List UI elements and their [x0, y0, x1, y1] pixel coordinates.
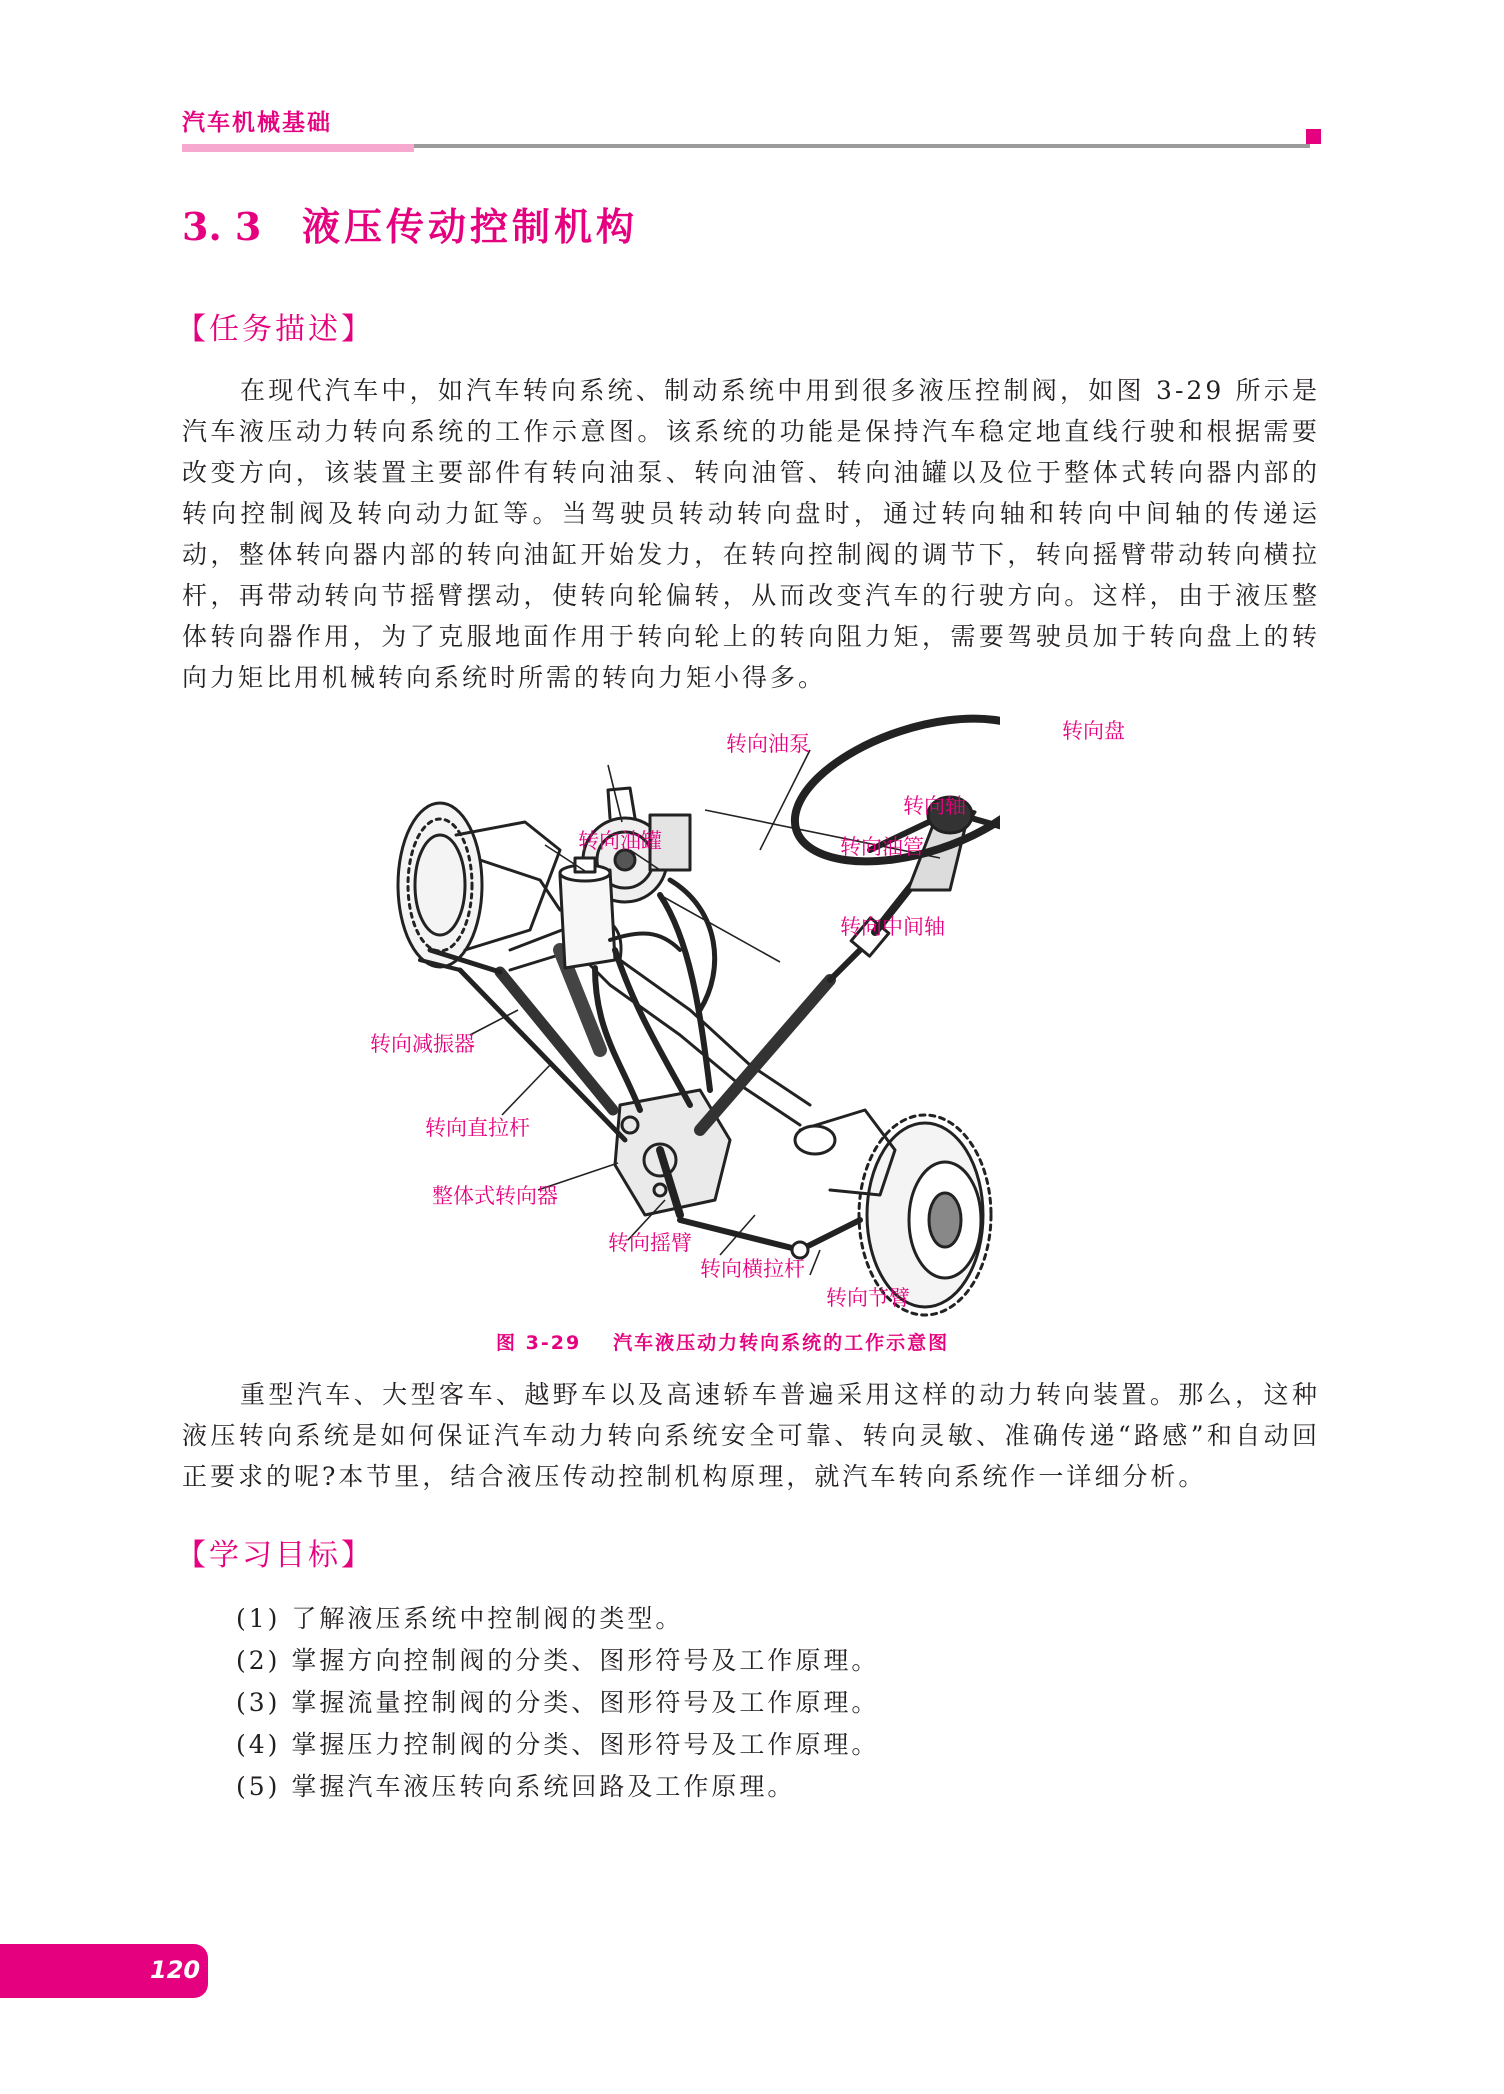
label-pitman-arm: 转向摇臂: [608, 1231, 692, 1255]
header-rule: [414, 144, 1310, 148]
body-paragraph-2: 重型汽车、大型客车、越野车以及高速轿车普遍采用这样的动力转向装置。那么，这种液压转向系统是如何保证汽车动力转向系统安全可靠、转向灵敏、准确传递“路感”和自动回正要求的呢?本节里，结合液压传动控制机构原理，就汽车转向系统作一详细分析。: [182, 1380, 1320, 1491]
page-number: 120: [150, 1956, 201, 1984]
running-header-title: 汽车机械基础: [182, 110, 332, 136]
label-steering-wheel: 转向盘: [1062, 719, 1125, 743]
body-paragraph-1: 在现代汽车中，如汽车转向系统、制动系统中用到很多液压控制阀，如图 3-29 所示是汽车液压动力转向系统的工作示意图。该系统的功能是保持汽车稳定地直线行驶和根据需要改变方向，该装置主要部件有转向油泵、转向油管、转向油罐以及位于整体式转向器内部的转向控制阀及转向动力缸等。当驾驶员转动转向盘时，通过转向轴和转向中间轴的传递运动，整体转向器内部的转向油缸开始发力，在转向控制阀的调节下，转向摇臂带动转向横拉杆，再带动转向节摇臂摆动，使转向轮偏转，从而改变汽车的行驶方向。这样，由于液压整体转向器作用，为了克服地面作用于转向轮上的转向阻力矩，需要驾驶员加于转向盘上的转向力矩比用机械转向系统时所需的转向力矩小得多。: [182, 376, 1320, 692]
label-intermediate-shaft: 转向中间轴: [840, 915, 945, 939]
list-item: (2) 掌握方向控制阀的分类、图形符号及工作原理。: [236, 1646, 880, 1675]
label-steering-pump: 转向油泵: [726, 732, 810, 756]
learning-goals-list: [236, 1598, 879, 1808]
list-item: (5) 掌握汽车液压转向系统回路及工作原理。: [236, 1772, 796, 1801]
section-title: [182, 196, 638, 251]
figure-number: 图 3-29: [496, 1332, 582, 1354]
list-item: (4) 掌握压力控制阀的分类、图形符号及工作原理。: [236, 1730, 880, 1759]
label-knuckle-arm: 转向节臂: [826, 1286, 910, 1310]
label-drag-link: 转向直拉杆: [425, 1116, 530, 1140]
label-oil-hose: 转向油管: [840, 835, 924, 859]
label-tie-rod: 转向横拉杆: [700, 1257, 805, 1281]
list-item: (1) 了解液压系统中控制阀的类型。: [236, 1604, 684, 1633]
label-steering-shaft: 转向轴: [903, 794, 966, 818]
learning-goals-heading: 【学习目标】: [176, 1538, 374, 1573]
label-oil-tank: 转向油罐: [578, 829, 662, 853]
figure-caption-text: 汽车液压动力转向系统的工作示意图: [613, 1332, 950, 1354]
header-rule-accent: [182, 144, 414, 152]
section-number: 3. 3: [182, 204, 262, 249]
section-heading-text: 液压传动控制机构: [302, 205, 639, 249]
label-integral-steering-gear: 整体式转向器: [432, 1184, 558, 1208]
label-steering-damper: 转向减振器: [370, 1032, 475, 1056]
figure-steering-system: [360, 710, 1125, 1340]
task-description-heading: 【任务描述】: [176, 312, 374, 347]
list-item: (3) 掌握流量控制阀的分类、图形符号及工作原理。: [236, 1688, 880, 1717]
figure-caption: [496, 1328, 949, 1355]
header-square-marker: [1306, 129, 1321, 144]
